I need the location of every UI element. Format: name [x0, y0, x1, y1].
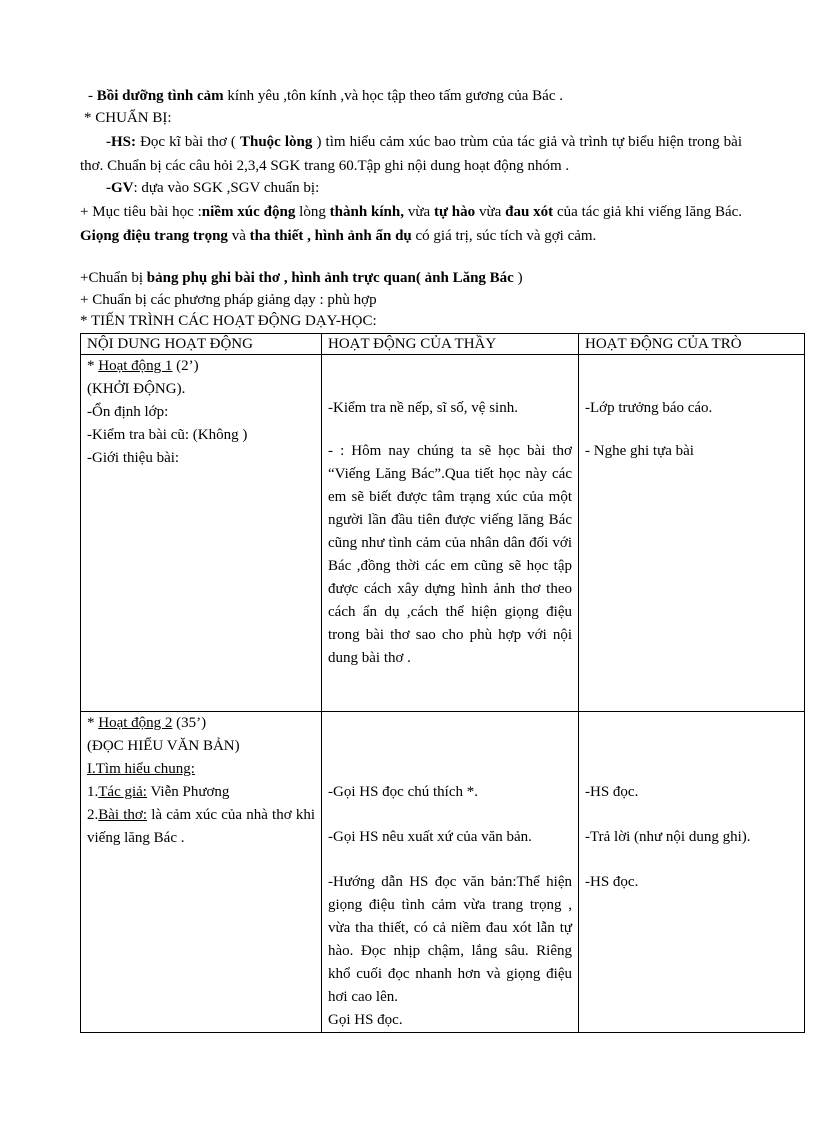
- intro-line-boi-duong: - Bồi dưỡng tình cảm kính yêu ,tôn kính ,và học tập theo tấm gương của Bác .: [88, 88, 563, 104]
- chuan-bi-heading: * CHUẨN BỊ:: [84, 110, 172, 126]
- phuong-phap-line: + Chuẩn bị các phương pháp giảng dạy : phù hợp: [80, 292, 377, 308]
- hd2-content-cell: * Hoạt động 2 (35’) (ĐỌC HIỂU VĂN BẢN) I.Tìm hiểu chung: 1.Tác giả: Viễn Phương 2.Bài thơ: là cảm xúc của nhà thơ khi viếng lăng Bác .: [81, 712, 322, 1033]
- table-row: [81, 355, 805, 712]
- header-noi-dung: NỘI DUNG HOẠT ĐỘNG: [81, 334, 322, 355]
- hd1-teacher-cell: -Kiểm tra nề nếp, sĩ số, vệ sinh. - : Hôm nay chúng ta sẽ học bài thơ “Viếng Lăng Bác”.Qua tiết học này các em sẽ biết được tâm trạng xúc của một người lần đầu tiên được viếng lăng Bác cũng như tình cảm của nhân dân đối với Bác ,đồng thời các em cũng sẽ học tập được cách xây dựng hình ảnh thơ theo cách ẩn dụ ,cách thể hiện giọng điệu trong bài thơ sao cho phù hợp với nội dung bài thơ .: [322, 355, 579, 712]
- hd1-content-cell: * Hoạt động 1 (2’) (KHỞI ĐỘNG). -Ổn định lớp: -Kiểm tra bài cũ: (Không ) -Giới thiệu bài:: [81, 355, 322, 712]
- header-hoat-dong-tro: HOẠT ĐỘNG CỦA TRÒ: [579, 334, 805, 355]
- hd1-student-cell: -Lớp trưởng báo cáo. - Nghe ghi tựa bài: [579, 355, 805, 712]
- hd2-student-cell: -HS đọc. -Trả lời (như nội dung ghi). -HS đọc.: [579, 712, 805, 1033]
- tien-trinh-heading: * TIẾN TRÌNH CÁC HOẠT ĐỘNG DẠY-HỌC:: [80, 313, 377, 329]
- activities-table: [80, 333, 805, 1033]
- bang-phu-preparation: +Chuẩn bị bảng phụ ghi bài thơ , hình ảnh trực quan( ảnh Lăng Bác ): [80, 270, 523, 286]
- muc-tieu-bai-hoc: + Mục tiêu bài học :niềm xúc động lòng thành kính, vừa tự hào vừa đau xót của tác giả khi viếng lăng Bác. Giọng điệu trang trọng và tha thiết , hình ảnh ẩn dụ có giá trị, súc tích và gợi cảm.: [80, 204, 743, 244]
- hd2-teacher-cell: -Gọi HS đọc chú thích *. -Gọi HS nêu xuất xứ của văn bản. -Hướng dẫn HS đọc văn bản:Thể hiện giọng điệu tình cảm vừa trang trọng , vừa tha thiết, có cả niềm đau xót lẫn tự hào. Đọc nhịp chậm, lắng sâu. Riêng khổ cuối đọc nhanh hơn và giọng điệu hơi cao lên. Gọi HS đọc.: [322, 712, 579, 1033]
- header-hoat-dong-thay: HOẠT ĐỘNG CỦA THẦY: [322, 334, 579, 355]
- hd1-title: * Hoạt động 1 (2’): [87, 358, 199, 374]
- gv-preparation: -GV: dựa vào SGK ,SGV chuẩn bị:: [106, 180, 320, 196]
- table-row: [81, 712, 805, 1033]
- hd2-title: * Hoạt động 2 (35’): [87, 715, 207, 731]
- hs-preparation: -HS: Đọc kĩ bài thơ ( Thuộc lòng ) tìm hiểu cảm xúc bao trùm của tác giả và trình tự biểu hiện trong bài thơ. Chuẩn bị các câu hỏi 2,3,4 SGK trang 60.Tập ghi nội dung hoạt động nhóm .: [80, 134, 743, 174]
- table-header-row: [81, 334, 805, 355]
